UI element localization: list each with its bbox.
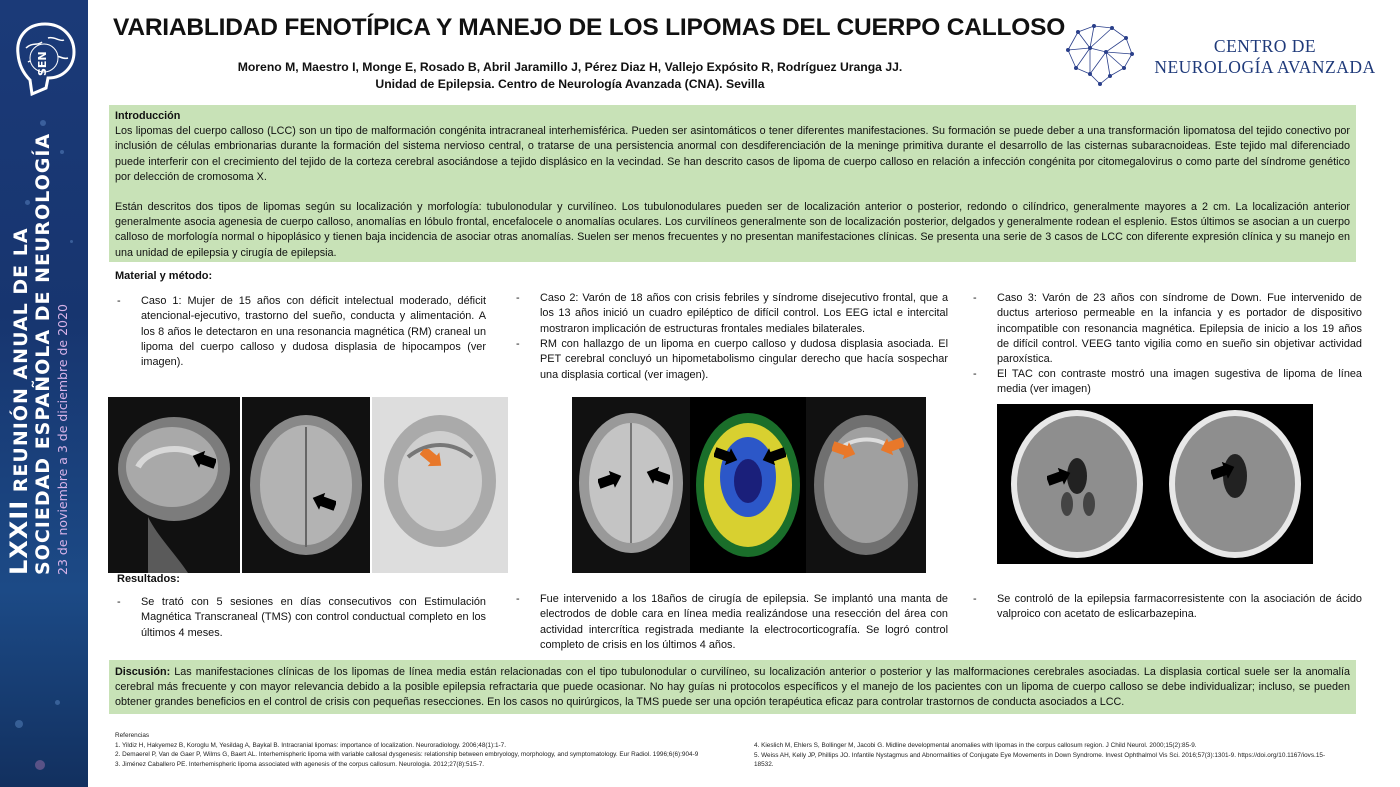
reference-item: 1. Yildiz H, Hakyemez B, Koroglu M, Yesildag A, Baykal B. Intracranial lipomas: importance of localization. Neuroradiology. 2006;48(1):1-7. — [115, 741, 506, 749]
reference-item: 4. Kieslich M, Ehlers S, Bollinger M, Jacobi G. Midline developmental anomalies with lipomas in the corpus callosum region. J Child Neurol. 2000;15(2):85-9. — [754, 742, 1197, 749]
black-arrow-icon — [1047, 468, 1071, 486]
orange-arrow-icon — [420, 449, 444, 467]
black-arrow-icon — [714, 447, 738, 465]
reference-item: 5. Weiss AH, Kelly JP, Phillips JO. Infantile Nystagmus and Abnormalities of Conjugate Eye Movements in Down Syndrome. Invest Ophthalmol Vis Sci. 2016;57(3):1301-9. https://doi.org/10.1167/iovs.15-18532. — [754, 751, 1326, 768]
introduction-paragraph-2: Están descritos dos tipos de lipomas según su localización y morfología: tubulonodular y curvilíneo. Los tubulonodulares pueden ser de localización anterior o posterior, redondo o cilíndrico, generalmente mayores a 2 cm. La localización anterior generalmente asocia agenesia de cuerpo calloso, anomalías en lóbulo frontal, encefalocele o anomalías oculares. Los curvilíneos generalmente son de localización posterior, delgados y generalmente rodean el esplenio. Estos últimos se asocian a un cuerpo calloso de morfología normal o hipoplásico y tienen baja incidencia de asociar otras anomalías. Suelen ser menos frecuentes y no presentan manifestaciones clínicas. Se presenta una serie de 3 casos de LCC con diferente expresión clínica y su manejo en una unidad de epilepsia y cirugía de epilepsia. — [115, 201, 1350, 259]
authors: Moreno M, Maestro I, Monge E, Rosado B, Abril Jaramillo J, Pérez Diaz H, Vallejo Expósito R, Rodríguez Uranga JJ. — [237, 60, 903, 74]
orange-arrow-icon — [832, 441, 856, 459]
references-heading: Referencias — [115, 732, 150, 739]
bullet-dash: - — [117, 596, 121, 608]
references-left — [115, 731, 735, 769]
case-2b-item — [516, 337, 948, 383]
case-1-item — [117, 294, 486, 370]
case-2-mri-pet-panels — [572, 397, 926, 573]
sen-logo-text: SEN — [36, 51, 49, 76]
meeting-dates: 23 de noviembre a 3 de diciembre de 2020 — [55, 304, 70, 575]
bullet-dash: - — [516, 593, 520, 605]
case-3-ct-images — [997, 404, 1313, 564]
black-arrow-icon — [598, 471, 622, 489]
meeting-title-line2: SOCIEDAD ESPAÑOLA DE NEUROLOGÍA — [32, 132, 54, 575]
case-3-text-b: El TAC con contraste mostró una imagen sugestiva de lipoma de línea media (ver imagen) — [997, 368, 1362, 396]
bullet-dash: - — [516, 338, 520, 350]
result-3-item — [973, 592, 1362, 623]
result-1-text: Se trató con 5 sesiones en días consecutivos con Estimulación Magnética Transcraneal (TMS) con control conductual completo en los últimos 4 meses. — [141, 596, 486, 639]
result-1-item — [117, 595, 486, 641]
poster-title: VARIABLIDAD FENOTÍPICA Y MANEJO DE LOS LIPOMAS DEL CUERPO CALLOSO — [113, 14, 1066, 41]
introduction-paragraph-1: Los lipomas del cuerpo calloso (LCC) son un tipo de malformación congénita intracraneal interhemisférica. Pueden ser asintomáticos o tener diferentes manifestaciones. Su formación se puede deber a una transformación lipomatosa del tejido conectivo por inclusión de células embrionarias durante la formación del sistema nervioso central, o tratarse de una persistencia anormal con desdiferenciación de la meninge primitiva durante el desarrollo de las cisternas subaracnoideas. Este tejido mal diferenciado puede interferir con el crecimiento del tejido de la corteza cerebral asociándose a tejido displásico en la vecindad. Se han descrito casos de lipoma de cuerpo calloso en relación a infección congénita por citomegalovirus o como parte del síndrome genético por delección de cromosoma X. — [115, 125, 1350, 183]
discussion-box — [109, 660, 1356, 714]
black-arrow-icon — [312, 493, 336, 511]
meeting-number: LXXII — [5, 499, 33, 575]
authors-block — [120, 59, 1020, 93]
case-3-item — [973, 291, 1362, 367]
references-right — [754, 741, 1344, 770]
result-3-text: Se controló de la epilepsia farmacorresistente con la asociación de ácido valproico con acetato de eslicarbazepina. — [997, 593, 1362, 621]
sidebar-banner — [0, 0, 88, 787]
black-arrow-icon — [1211, 462, 1235, 480]
case-1-mri-panels — [108, 397, 508, 573]
bullet-dash: - — [516, 292, 520, 304]
reference-item: 2. Demaerel P, Van de Gaer P, Wilms G, Baert AL. Interhemispheric lipoma with variable callosal dysgenesis: relationship between embryology, morphology, and symptomatology. Eur Radiol. 1996;6(6):904-9 — [115, 751, 699, 758]
meeting-banner-text — [5, 15, 88, 575]
introduction-box — [109, 105, 1356, 262]
black-arrow-icon — [192, 451, 216, 469]
bullet-dash: - — [973, 368, 977, 380]
meeting-title-line1 — [5, 15, 33, 575]
case-2-text-b: RM con hallazgo de un lipoma en cuerpo calloso y dudosa displasia asociada. El PET cerebral concluyó un hipometabolismo cingular derecho que hacía sospechar una displasia cortical (ver imagen). — [540, 338, 948, 381]
case-3-ct-panels — [997, 404, 1313, 564]
introduction-heading: Introducción — [115, 110, 181, 122]
case-1-text: Caso 1: Mujer de 15 años con déficit intelectual moderado, déficit atencional-ejecutivo, trastorno del sueño, conducta y alimentación. A los 8 años le detectaron en una resonancia magnética (RM) craneal un lipoma del cuerpo calloso y dudosa displasia de hipocampos (ver imagen). — [141, 295, 486, 369]
bullet-dash: - — [117, 295, 121, 307]
cna-logo-line1: CENTRO DE — [1213, 36, 1317, 56]
cna-logo-line2: NEUROLOGÍA AVANZADA — [1154, 57, 1376, 77]
methods-heading: Material y método: — [115, 270, 213, 282]
cna-logo-text — [1140, 36, 1390, 78]
result-2-item — [516, 592, 948, 653]
bullet-dash: - — [973, 593, 977, 605]
reference-item: 3. Jiménez Caballero PE. Interhemispheric lipoma associated with agenesis of the corpus callosum. Neurologia. 2012;27(8):515-7. — [115, 760, 485, 768]
affiliation: Unidad de Epilepsia. Centro de Neurología Avanzada (CNA). Sevilla — [375, 77, 765, 91]
discussion-label: Discusión: — [115, 666, 171, 678]
orange-arrow-icon — [880, 437, 904, 455]
black-arrow-icon — [762, 447, 786, 465]
case-2-text-a: Caso 2: Varón de 18 años con crisis febriles y síndrome disejecutivo frontal, que a los 13 años inició un cuadro epiléptico de difícil control. Los EEG ictal e intercital mostraron implicación de estructuras frontales mediales bilaterales. — [540, 292, 948, 335]
case-2-mri-pet-images — [572, 397, 926, 573]
result-2-text: Fue intervenido a los 18años de cirugía de epilepsia. Se implantó una manta de electrodos de doble cara en línea media realizándose una resección del área con actividad intercrítica registrada mediante la electrocorticografía. Se logró control completo de crisis en los últimos 4 años. — [540, 593, 948, 651]
meeting-title-part: REUNIÓN ANUAL DE LA — [10, 227, 32, 493]
network-brain-icon — [1060, 20, 1140, 86]
discussion-text: Las manifestaciones clínicas de los lipomas de línea media están relacionadas con el tipo tubulonodular o curvilíneo, su localización anterior o posterior y las malformaciones cerebrales asociadas. La displasia cortical suele ser la anomalía cerebral más frecuente y con mayor relevancia debido a la posible epilepsia refractaria que puede ocasionar. No hay guías ni protocolos específicos y el manejo de los pacientes con un lipoma de cuerpo calloso se debe individualizar; incluso, se pueden obtener grandes beneficios en el control de crisis con pequeñas resecciones. En los casos no quirúrgicos, la TMS puede ser una opción terapéutica eficaz para controlar trastornos de conducta asociados a LCC. — [115, 666, 1351, 709]
case-1-mri-images — [108, 397, 508, 573]
case-3-text-a: Caso 3: Varón de 23 años con síndrome de Down. Fue intervenido de ductus arterioso permeable en la infancia y es portador de dispositivo incompatible con resonancia magnética. Epilepsia de inicio a los 19 años de difícil control. VEEG tanto vigilia como en sueño sin objetivar actividad paroxística. — [997, 292, 1362, 366]
case-2-item — [516, 291, 948, 337]
bullet-dash: - — [973, 292, 977, 304]
black-arrow-icon — [646, 467, 670, 485]
case-3b-item — [973, 367, 1362, 398]
results-heading: Resultados: — [117, 573, 180, 585]
